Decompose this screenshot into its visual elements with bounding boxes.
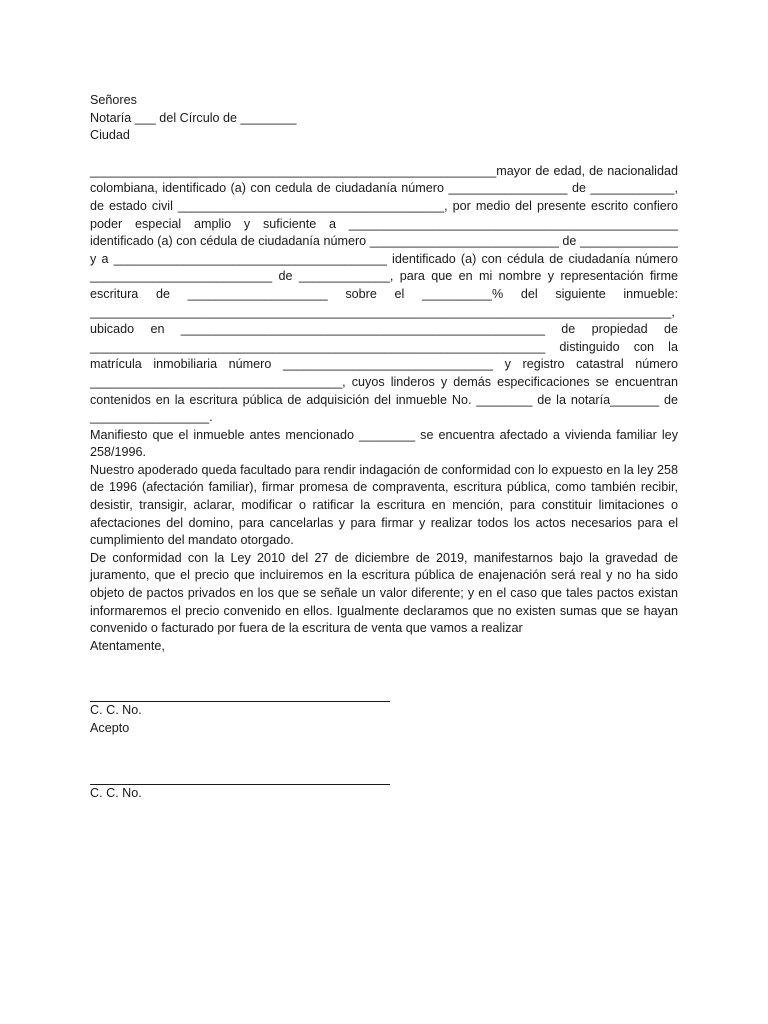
acceptance-label: Acepto [90, 721, 130, 735]
salutation: Atentamente, [90, 638, 165, 653]
family-housing-paragraph: Manifiesto que el inmueble antes mencionado ________ se encuentra afectado a vivienda familiar ley 258/1996. [90, 427, 678, 460]
addressee-greeting: Señores [90, 93, 137, 107]
attorney-id-label: C. C. No. [90, 785, 142, 800]
addressee-city: Ciudad [90, 128, 130, 143]
addressee-block [90, 92, 678, 145]
declaration-paragraph: De conformidad con la Ley 2010 del 27 de diciembre de 2019, manifestarnos bajo la gravedad de juramento, que el precio que incluiremos en la escritura pública de enajenación será real y no ha sido objeto de pactos privados en los que se señale un valor diferente; y en el caso que tales pactos existan informaremos el precio convenido en ellos. Igualmente declaramos que no existen sumas que se hayan convenido o facturado por fuera de la escritura de venta que vamos a realizar [90, 550, 678, 636]
document-page [90, 92, 678, 802]
powers-paragraph: Nuestro apoderado queda facultado para rendir indagación de conformidad con lo expuesto en la ley 258 de 1996 (afectación familiar), firmar promesa de compraventa, escritura pública, como también recibir, desistir, transigir, aclarar, modificar o ratificar la escritura en mención, para constituir limitaciones o afectaciones del domino, para cancelarlas y para firmar y realizar todos los actos necesarios para el cumplimiento del mandato otorgado. [90, 462, 678, 548]
power-of-attorney-paragraph: __________________________________________________________mayor de edad, de nacionalidad colombiana, identificado (a) con cedula de ciudadanía número _________________ de ____________, de estado civil ______________________________________, por medio del presente escrito confiero poder especial amplio y suficiente a _______________________________________________ identificado (a) con cédula de ciudadanía número ___________________________ de ______________ y a _______________________________________ identificado (a) con cédula de ciudadanía número __________________________ de _____________, para que en mi nombre y representación firme escritura de ____________________ sobre el __________% del siguiente inmueble: ___________________________________________________________________________________, ubicado en ____________________________________________________ de propiedad de _________________________________________________________________ distinguido con la matrícula inmobiliaria número ______________________________ y registro catastral número ____________________________________, cuyos linderos y demás especificaciones se encuentran contenidos en la escritura pública de adquisición del inmueble No. ________ de la notaría_______ de _________________. [90, 163, 678, 425]
grantor-id-label: C. C. No. [90, 703, 142, 718]
addressee-notary: Notaría ___ del Círculo de ________ [90, 110, 297, 125]
